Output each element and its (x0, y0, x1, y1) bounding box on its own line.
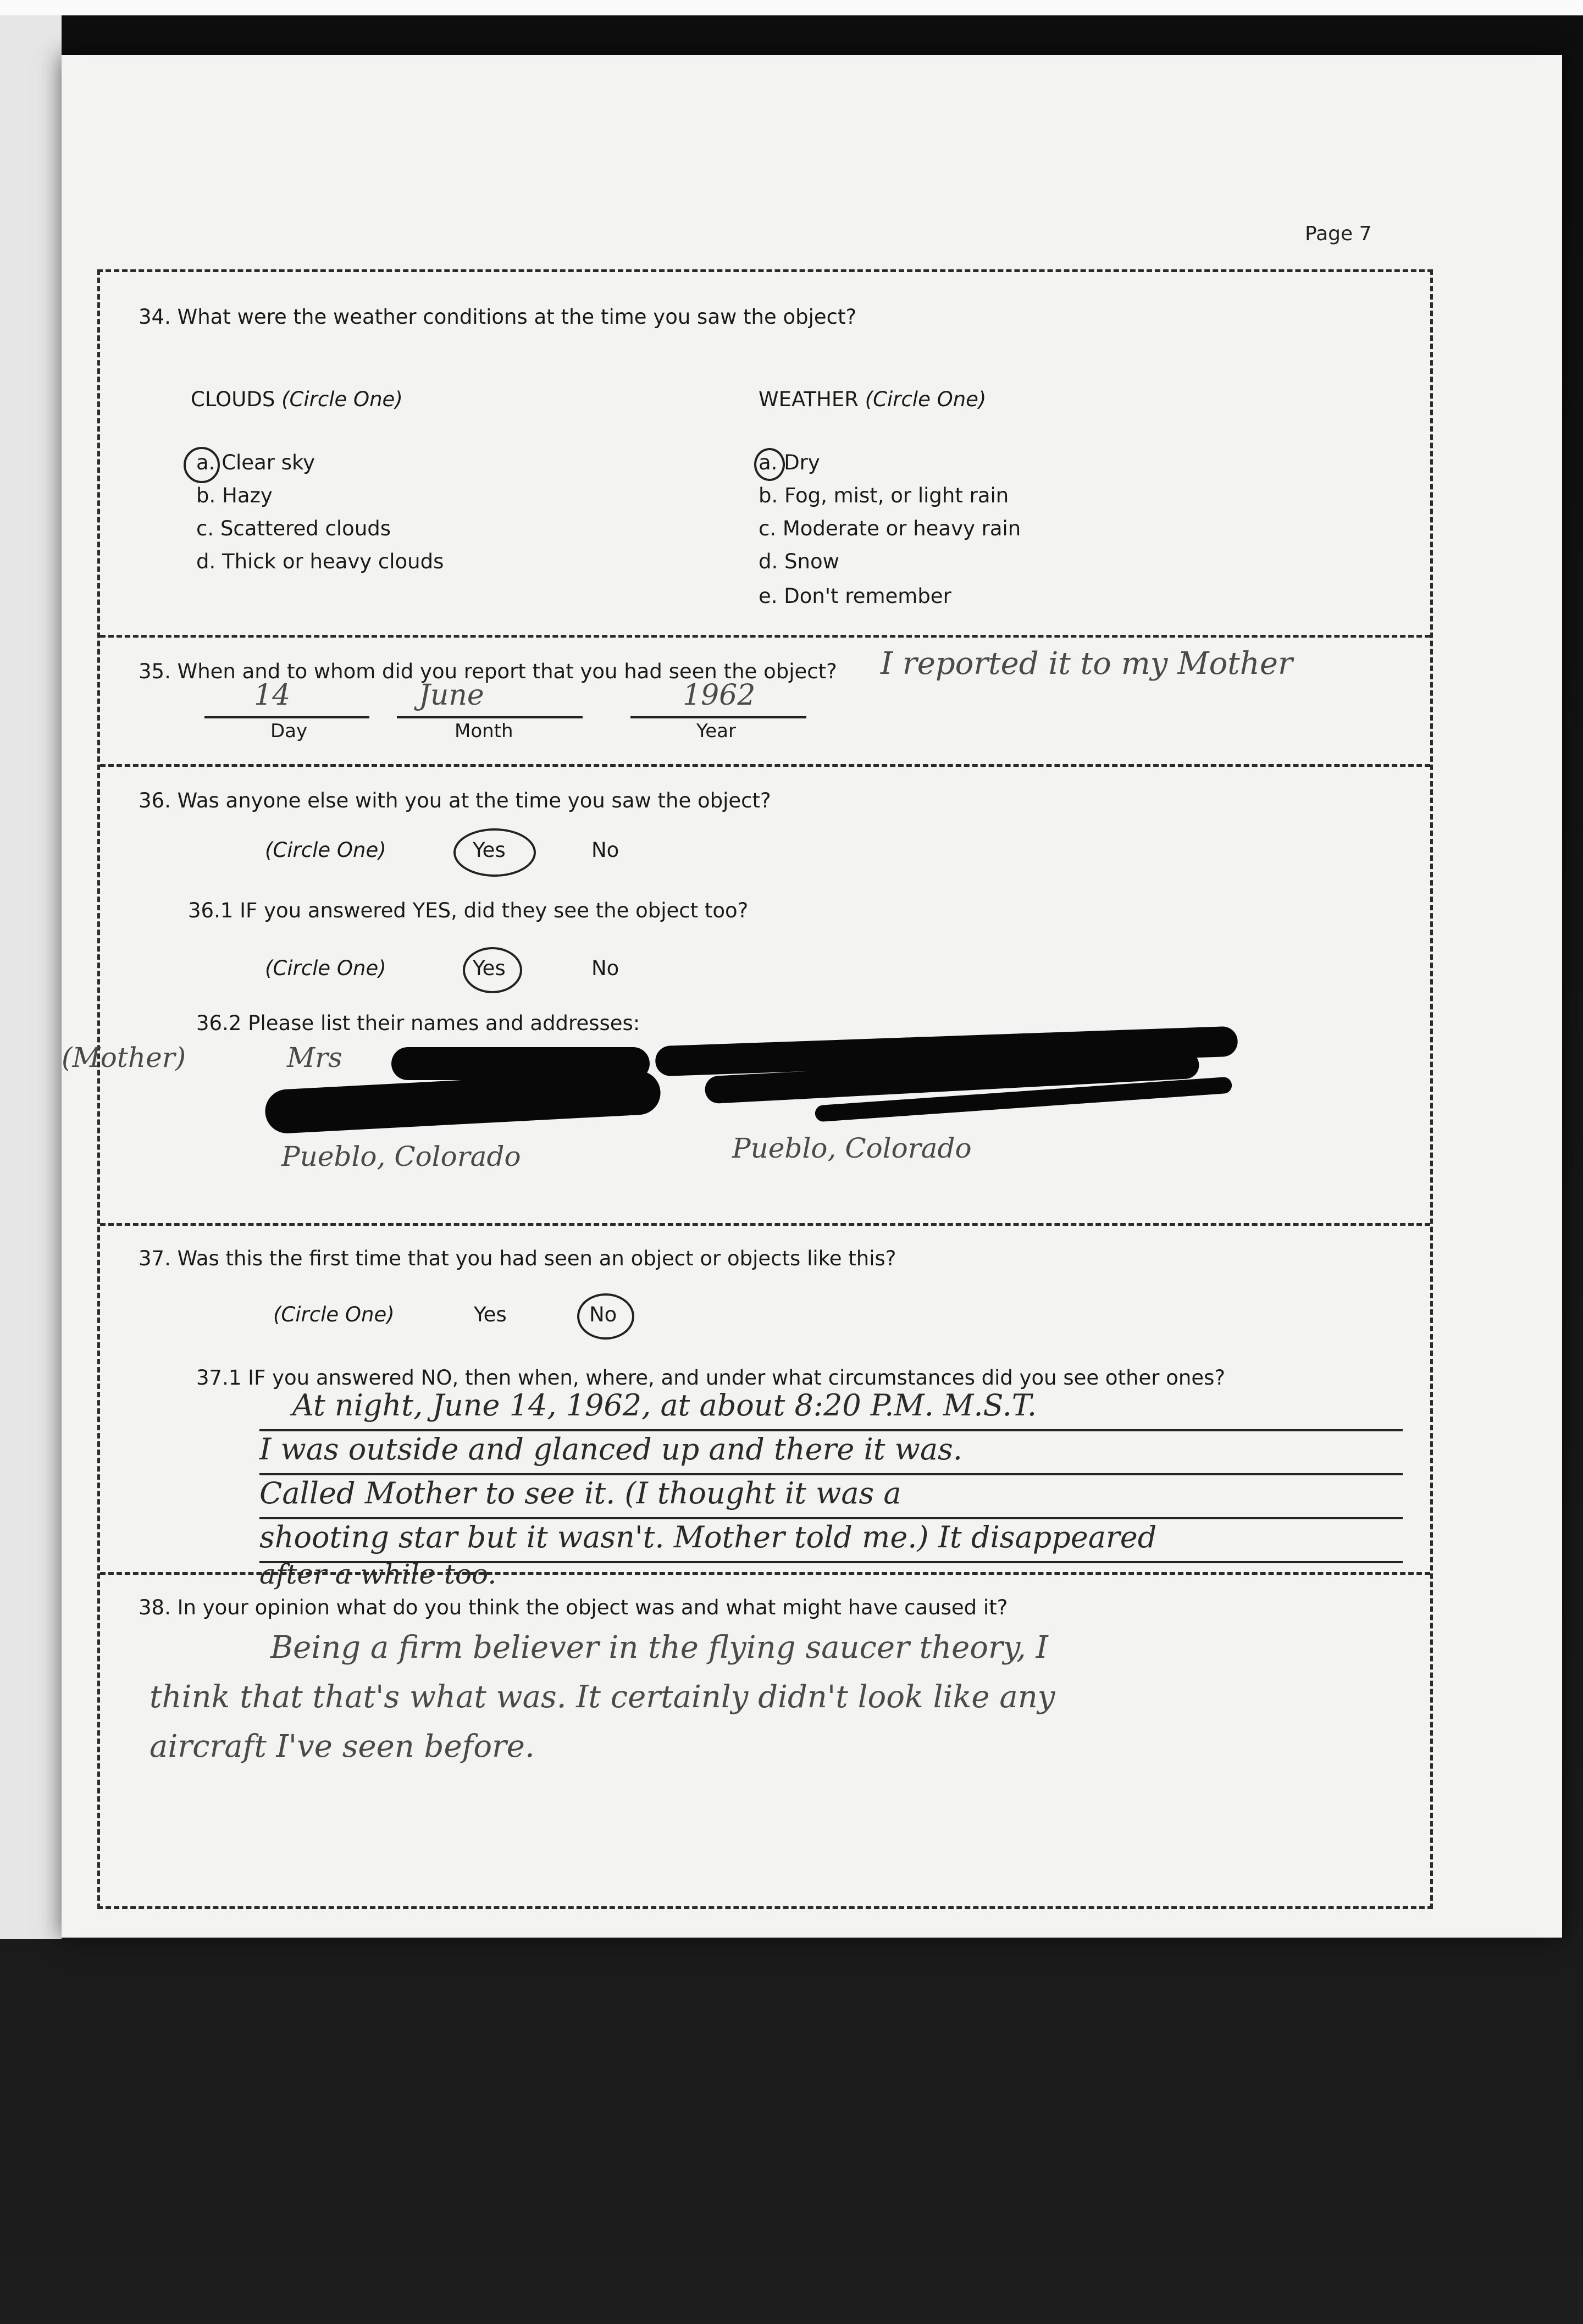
q37-question: 37. Was this the first time that you had seen an object or objects like this? (139, 1247, 896, 1270)
month-underline (397, 716, 583, 718)
q37-1-answer-line-3: Called Mother to see it. (I thought it was a (259, 1476, 901, 1510)
q36-2-relation-handwriting: (Mother) (62, 1042, 186, 1074)
q38-answer-line-1: Being a firm believer in the flying saucer theory, I (270, 1630, 1048, 1665)
q37-1-answer-line-2: I was outside and glanced up and there it was. (259, 1432, 962, 1467)
q36-1-yes[interactable]: Yes (473, 956, 506, 980)
q34-question: 34. What were the weather conditions at the time you saw the object? (139, 305, 857, 329)
form-page (62, 55, 1562, 1938)
address-handwriting-1: Pueblo, Colorado (281, 1141, 521, 1172)
circled-answer-mark (453, 828, 536, 877)
q35-month-value: June (419, 679, 484, 712)
page-number: Page 7 (1305, 223, 1372, 245)
section-divider (100, 1223, 1430, 1226)
q38-answer-line-2: think that that's what was. It certainly didn't look like any (150, 1679, 1055, 1715)
year-underline (630, 716, 806, 718)
q36-no[interactable]: No (591, 838, 619, 862)
q35-question: 35. When and to whom did you report that you had seen the object? (139, 660, 837, 683)
answer-underline (259, 1517, 1403, 1519)
circled-answer-mark (463, 947, 522, 993)
section-divider (100, 764, 1430, 767)
q37-1-question: 37.1 IF you answered NO, then when, where, and under what circumstances did you see other ones? (196, 1366, 1226, 1390)
q37-1-answer-line-5: after a while too. (259, 1558, 497, 1590)
q36-2-mrs-handwriting: Mrs (287, 1042, 342, 1074)
q37-circle-note: (Circle One) (273, 1303, 395, 1326)
section-divider (100, 1572, 1430, 1575)
q36-1-no[interactable]: No (591, 956, 619, 980)
q35-day-value: 14 (254, 679, 291, 712)
weather-option-e[interactable]: e. Don't remember (759, 584, 951, 608)
section-divider (100, 635, 1430, 638)
clouds-option-c[interactable]: c. Scattered clouds (196, 517, 391, 540)
year-label: Year (696, 720, 736, 742)
weather-heading: WEATHER (Circle One) (759, 388, 987, 411)
q38-answer-line-3: aircraft I've seen before. (150, 1729, 535, 1764)
q37-1-answer-line-1: At night, June 14, 1962, at about 8:20 P.M. M.S.T. (292, 1388, 1037, 1423)
questionnaire-form (62, 269, 1433, 1909)
q36-yes[interactable]: Yes (473, 838, 506, 862)
q37-yes[interactable]: Yes (474, 1303, 507, 1326)
address-handwriting-2: Pueblo, Colorado (732, 1132, 972, 1164)
month-label: Month (455, 720, 513, 742)
clouds-option-a[interactable]: a. Clear sky (196, 451, 316, 474)
weather-option-d[interactable]: d. Snow (759, 550, 839, 573)
q36-circle-note: (Circle One) (265, 838, 386, 862)
q37-no[interactable]: No (589, 1303, 617, 1326)
circled-answer-mark (754, 448, 785, 481)
q36-question: 36. Was anyone else with you at the time you saw the object? (139, 789, 771, 812)
day-underline (204, 716, 369, 718)
clouds-option-b[interactable]: b. Hazy (196, 484, 273, 507)
q38-question: 38. In your opinion what do you think the object was and what might have caused it? (139, 1596, 1008, 1619)
clouds-heading: CLOUDS (Circle One) (191, 388, 403, 411)
q36-1-circle-note: (Circle One) (265, 956, 386, 980)
circled-answer-mark (184, 447, 220, 483)
day-label: Day (270, 720, 308, 742)
q36-2-question: 36.2 Please list their names and addresses: (196, 1011, 640, 1035)
answer-underline (259, 1473, 1403, 1475)
q35-year-value: 1962 (683, 679, 756, 712)
q37-1-answer-line-4: shooting star but it wasn't. Mother told me.) It disappeared (259, 1520, 1157, 1554)
weather-option-b[interactable]: b. Fog, mist, or light rain (759, 484, 1009, 507)
circled-answer-mark (577, 1293, 634, 1340)
q36-1-question: 36.1 IF you answered YES, did they see the object too? (188, 899, 749, 922)
answer-underline (259, 1429, 1403, 1431)
weather-option-c[interactable]: c. Moderate or heavy rain (759, 517, 1021, 540)
scan-left-strip (0, 15, 62, 1939)
clouds-option-d[interactable]: d. Thick or heavy clouds (196, 550, 444, 573)
q35-answer-handwriting: I reported it to my Mother (881, 646, 1293, 682)
scan-top-edge (0, 0, 1583, 15)
weather-option-a[interactable]: a. Dry (759, 451, 820, 474)
